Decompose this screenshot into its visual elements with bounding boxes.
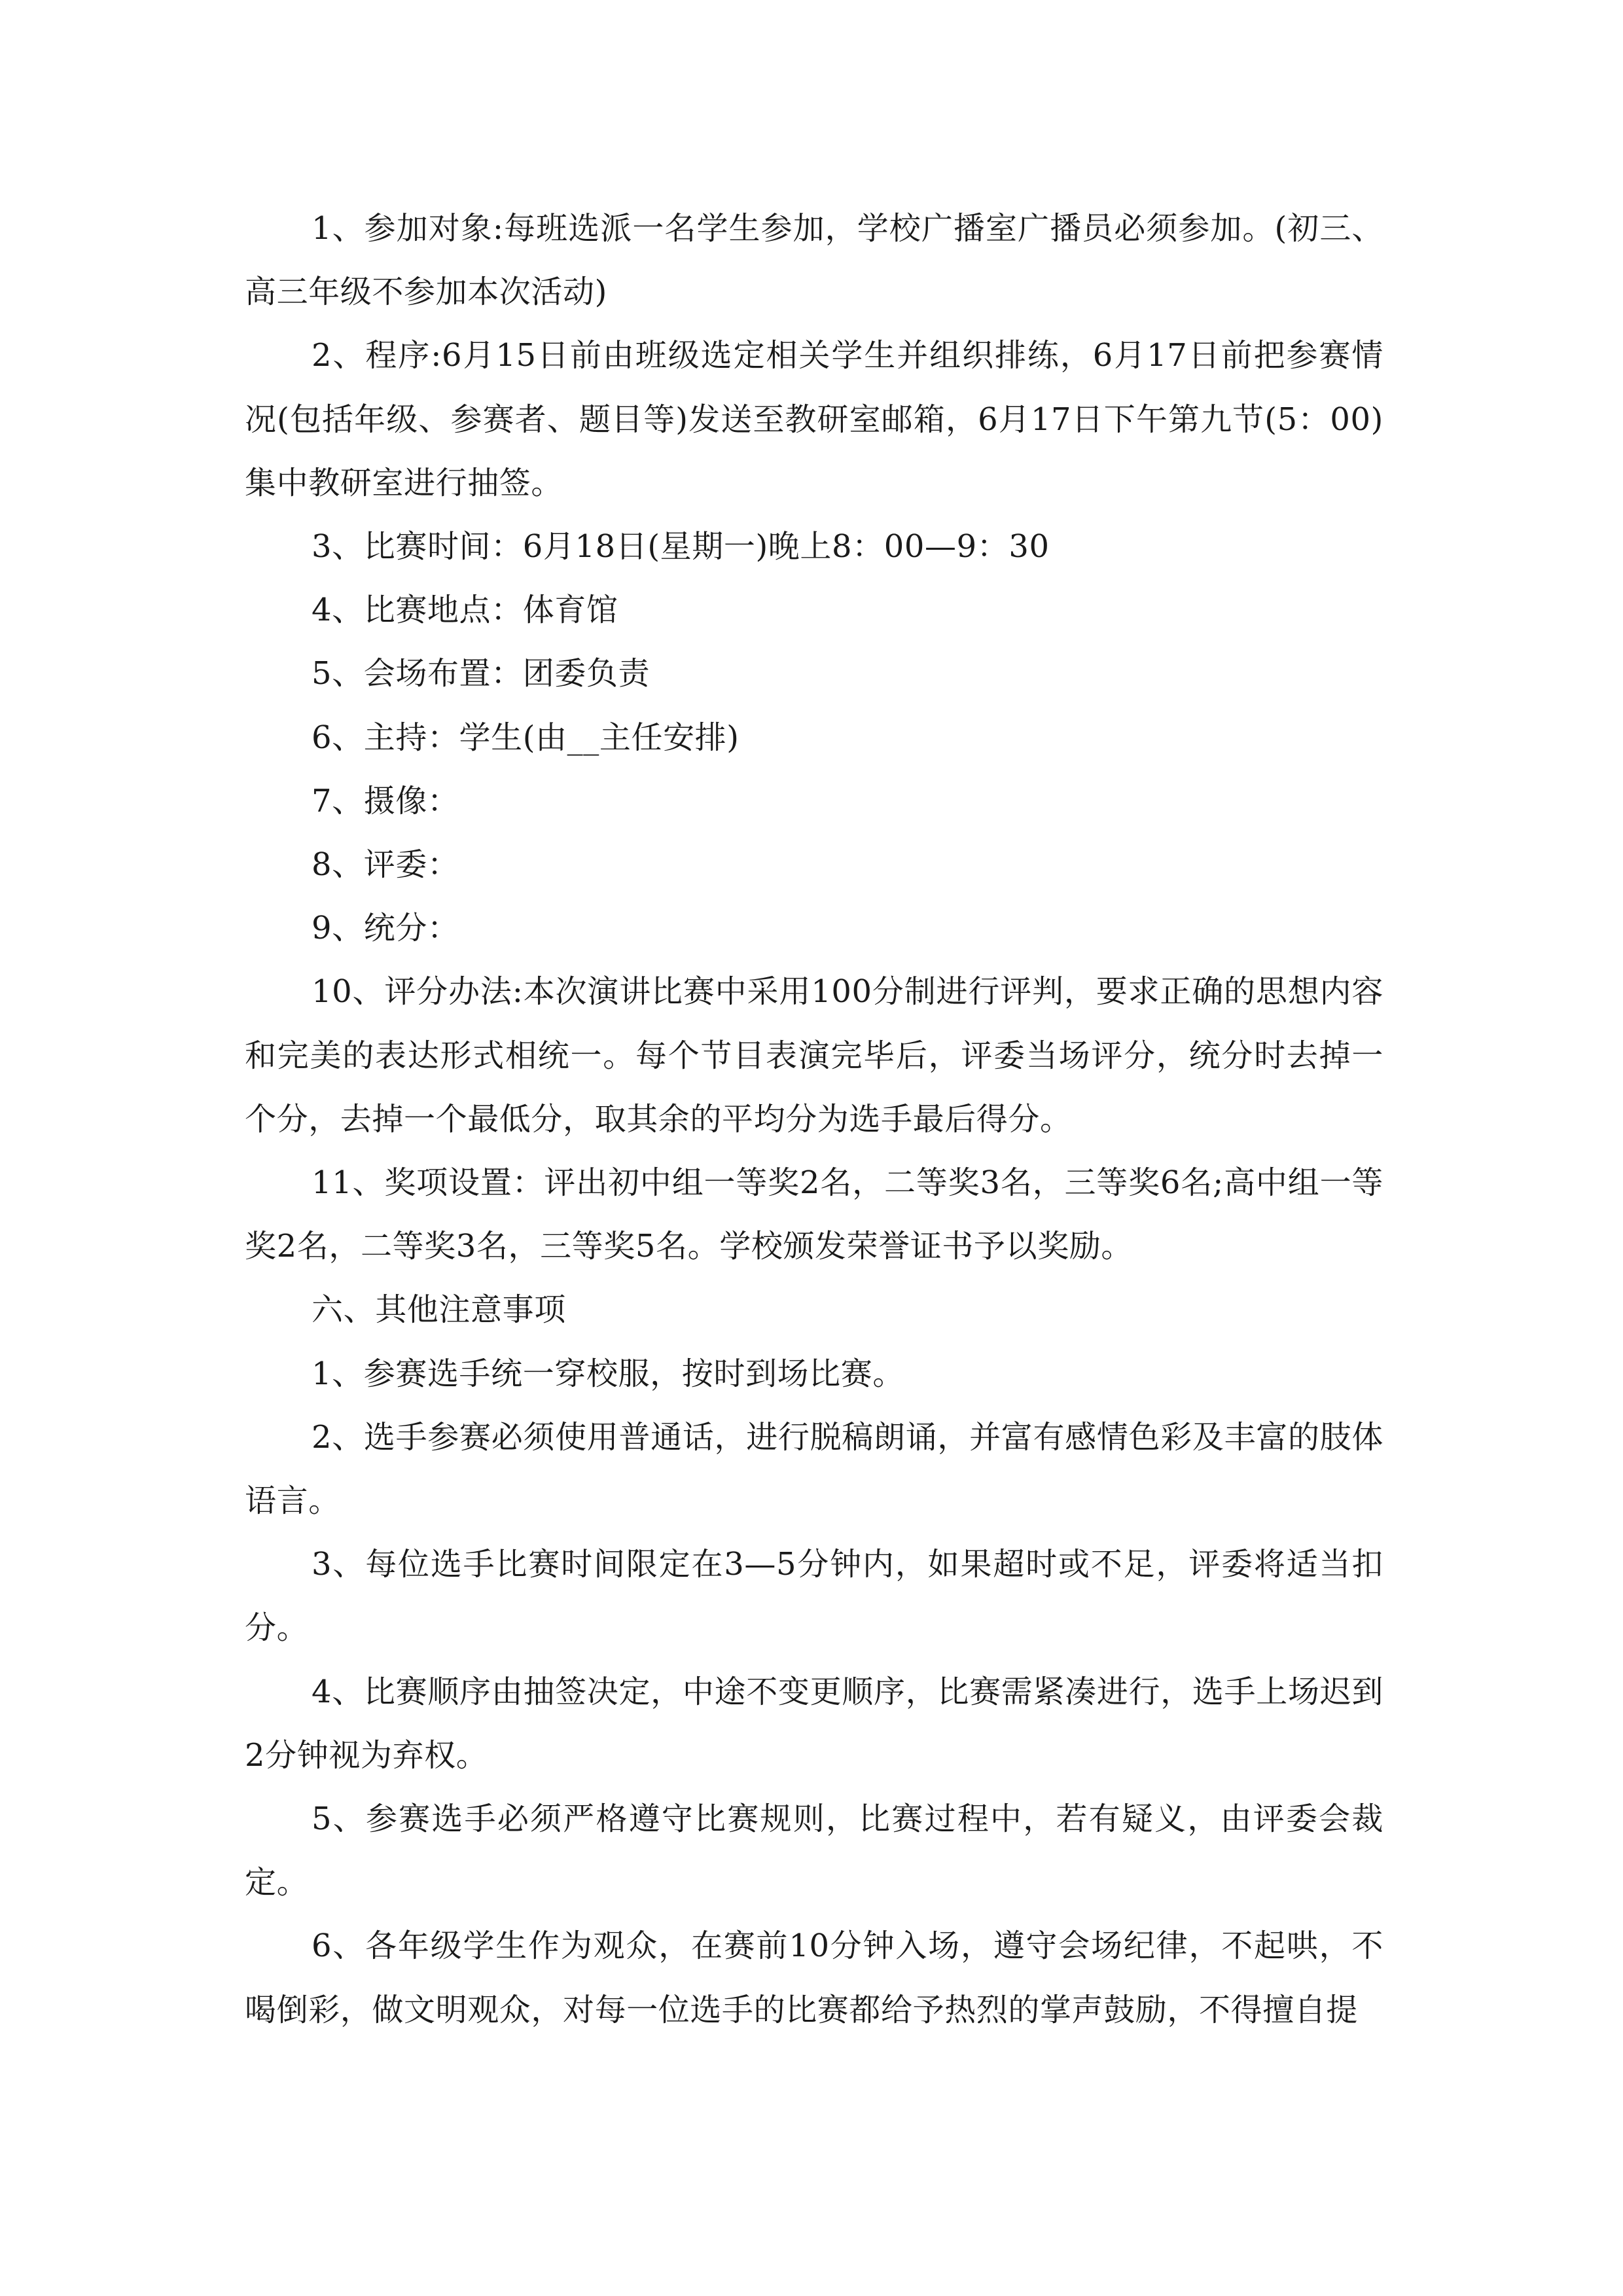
section-heading-notes: 六、其他注意事项 — [312, 1291, 566, 1329]
paragraph-note-order: 4、比赛顺序由抽签决定，中途不变更顺序，比赛需紧凑进行，选手上场迟到2分钟视为弃权。 — [245, 1673, 1383, 1774]
paragraph-note-rules: 5、参赛选手必须严格遵守比赛规则，比赛过程中，若有疑义，由评委会裁定。 — [245, 1801, 1383, 1901]
paragraph-scoring-staff: 9、统分： — [312, 910, 459, 947]
paragraph-participants: 1、参加对象:每班选派一名学生参加，学校广播室广播员必须参加。(初三、高三年级不参加本次活动) — [245, 210, 1383, 311]
paragraph-note-language: 2、选手参赛必须使用普通话，进行脱稿朗诵，并富有感情色彩及丰富的肢体语言。 — [245, 1418, 1383, 1520]
paragraph-scoring-method: 10、评分办法:本次演讲比赛中采用100分制进行评判，要求正确的思想内容和完美的表达形式相统一。每个节目表演完毕后，评委当场评分，统分时去掉一个分，去掉一个最低分，取其余的平均分为选手最后得分。 — [245, 973, 1383, 1138]
paragraph-note-uniform: 1、参赛选手统一穿校服，按时到场比赛。 — [312, 1355, 904, 1392]
paragraph-note-time-limit: 3、每位选手比赛时间限定在3—5分钟内，如果超时或不足，评委将适当扣分。 — [245, 1546, 1383, 1647]
paragraph-procedure: 2、程序:6月15日前由班级选定相关学生并组织排练，6月17日前把参赛情况(包括年级、参赛者、题目等)发送至教研室邮箱，6月17日下午第九节(5：00)集中教研室进行抽签。 — [245, 337, 1383, 501]
paragraph-location: 4、比赛地点：体育馆 — [312, 592, 618, 629]
paragraph-camera: 7、摄像： — [312, 782, 459, 819]
paragraph-host: 6、主持：学生(由__主任安排) — [312, 719, 740, 756]
paragraph-venue-setup: 5、会场布置：团委负责 — [312, 655, 651, 692]
document-body — [245, 197, 1383, 2042]
paragraph-judges: 8、评委： — [312, 846, 459, 884]
paragraph-awards: 11、奖项设置：评出初中组一等奖2名，二等奖3名，三等奖6名;高中组一等奖2名，二等奖3名，三等奖5名。学校颁发荣誉证书予以奖励。 — [245, 1164, 1383, 1265]
paragraph-note-audience: 6、各年级学生作为观众，在赛前10分钟入场，遵守会场纪律，不起哄，不喝倒彩，做文明观众，对每一位选手的比赛都给予热烈的掌声鼓励，不得擅自提 — [245, 1928, 1383, 2028]
paragraph-time: 3、比赛时间：6月18日(星期一)晚上8：00—9：30 — [312, 528, 1050, 565]
